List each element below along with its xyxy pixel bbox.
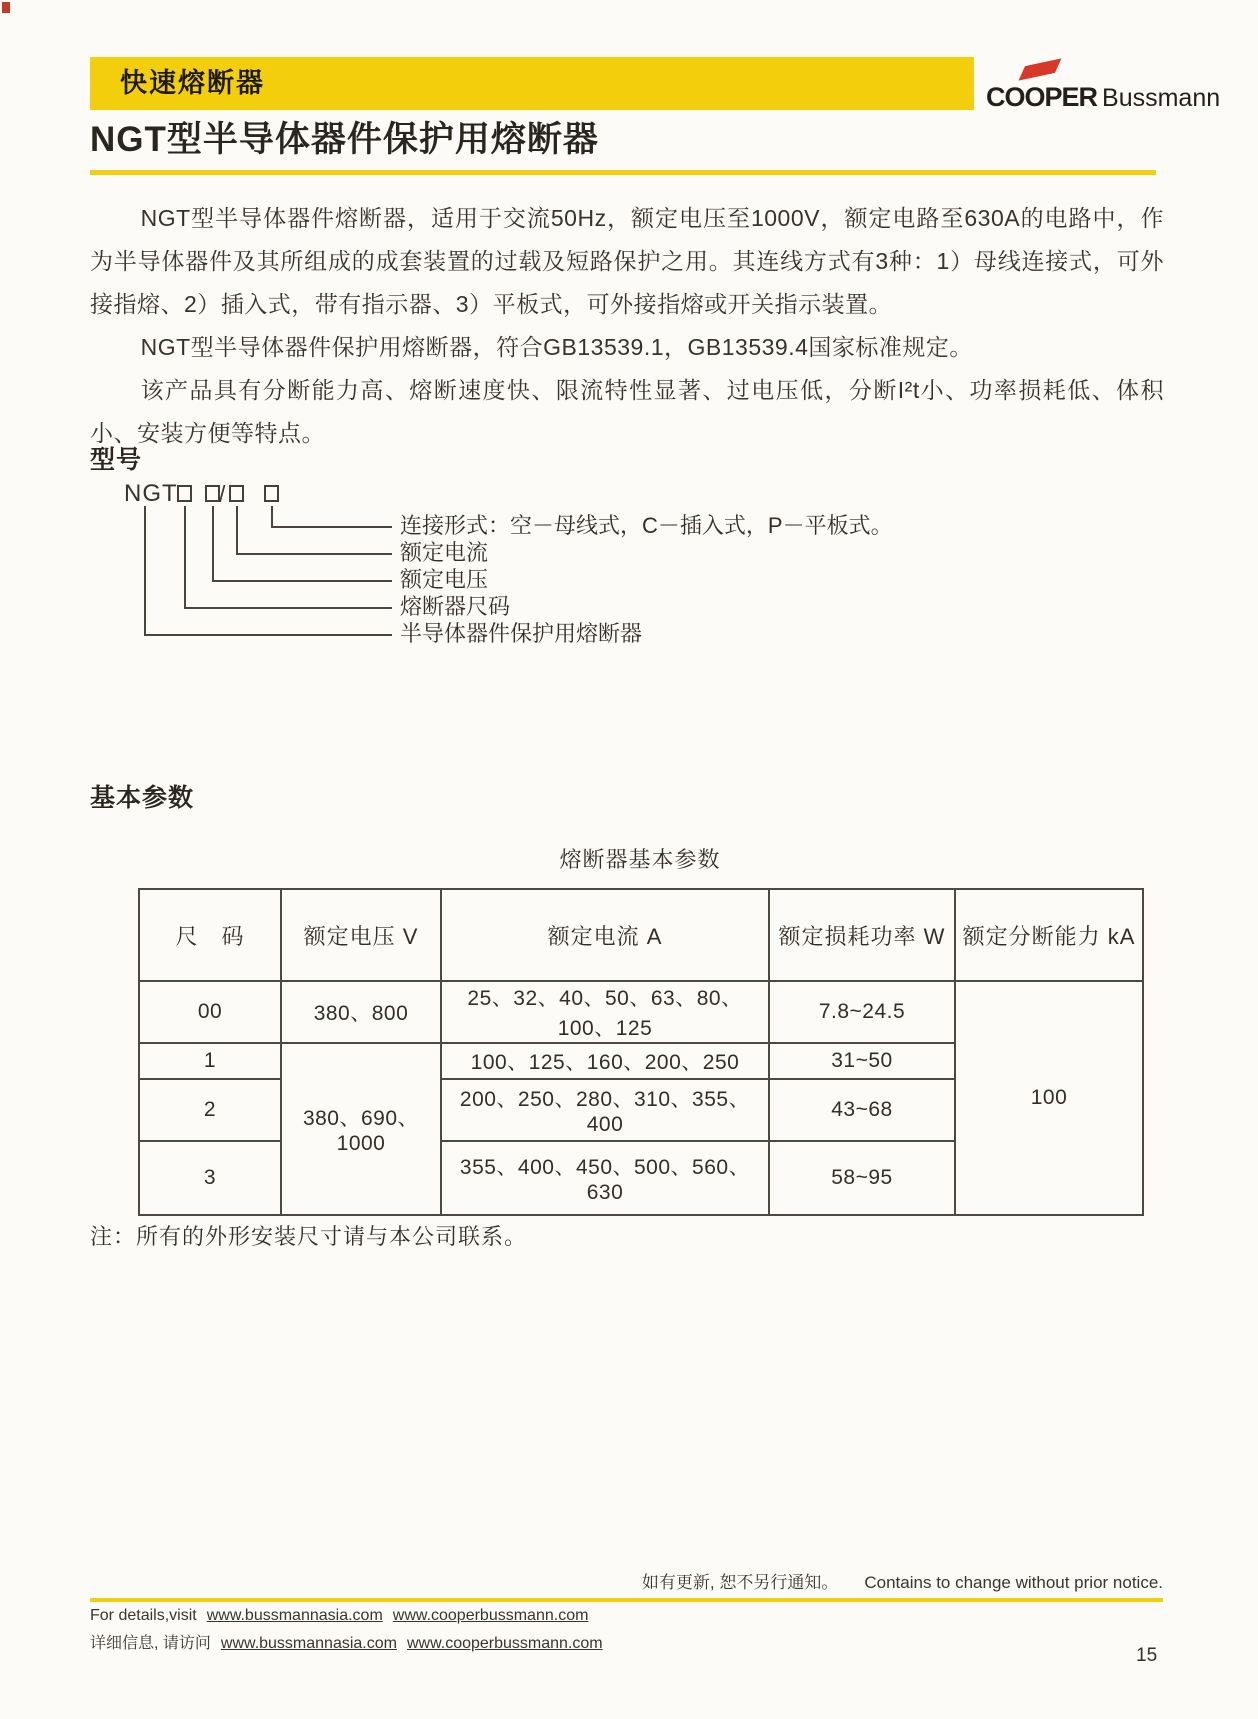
cell-current: 355、400、450、500、560、630	[441, 1141, 769, 1215]
page-title: NGT型半导体器件保护用熔断器	[90, 120, 599, 159]
change-notice-cn: 如有更新, 恕不另行通知。	[641, 1573, 839, 1592]
cell-power: 58~95	[769, 1141, 955, 1215]
cell-size: 00	[139, 981, 281, 1043]
diagram-label-connection: 连接形式：空－母线式，C－插入式，P－平板式。	[400, 513, 893, 538]
logo-cooper-text: COOPER	[986, 82, 1098, 112]
cell-power: 7.8~24.5	[769, 981, 955, 1043]
cell-current: 100、125、160、200、250	[441, 1043, 769, 1079]
col-header-breaking: 额定分断能力 kA	[955, 889, 1143, 981]
diagram-label-size: 熔断器尺码	[400, 594, 511, 619]
logo-wordmark	[986, 82, 1220, 113]
model-box-connection	[264, 485, 279, 502]
table-header-row	[139, 889, 1143, 981]
cell-current: 200、250、280、310、355、400	[441, 1079, 769, 1141]
cell-voltage: 380、800	[281, 981, 441, 1043]
page-number: 15	[1136, 1645, 1158, 1666]
model-section-heading: 型号	[90, 446, 143, 474]
footer-details-cn	[90, 1630, 603, 1653]
intro-paragraph-2: NGT型半导体器件保护用熔断器，符合GB13539.1，GB13539.4国家标准规定。	[140, 334, 973, 360]
model-box-voltage	[205, 485, 220, 502]
footer-yellow-rule	[90, 1598, 1163, 1602]
params-section-heading: 基本参数	[90, 784, 195, 812]
intro-paragraph-1: NGT型半导体器件熔断器，适用于交流50Hz，额定电压至1000V，额定电路至630A的电路中，作为半导体器件及其所组成的成套装置的过载及短路保护之用。其连线方式有3种：1）母线连接式，可外接指熔、2）插入式，带有指示器、3）平板式，可外接指熔或开关指示装置。	[90, 205, 1164, 317]
scan-corner-mark	[2, 2, 10, 13]
footer-url-cooperbussmann: www.cooperbussmann.com	[406, 1635, 603, 1652]
basic-parameters-table	[138, 888, 1144, 1216]
cell-size: 2	[139, 1079, 281, 1141]
footer-url-cooperbussmann: www.cooperbussmann.com	[392, 1607, 589, 1624]
table-note: 注：所有的外形安装尺寸请与本公司联系。	[90, 1224, 528, 1249]
model-box-size	[177, 485, 192, 502]
cooper-bussmann-logo	[986, 56, 1221, 112]
intro-paragraph-3: 该产品具有分断能力高、熔断速度快、限流特性显著、过电压低，分断I²t小、功率损耗低、体积小、安装方便等特点。	[90, 377, 1164, 446]
diagram-label-series: 半导体器件保护用熔断器	[400, 621, 643, 646]
category-banner-label: 快速熔断器	[120, 68, 265, 98]
cell-breaking-capacity: 100	[955, 981, 1143, 1215]
cell-voltage-merged: 380、690、1000	[281, 1043, 441, 1215]
model-box-current	[229, 485, 244, 502]
change-notice-en: Contains to change without prior notice.	[864, 1573, 1163, 1592]
cell-size: 3	[139, 1141, 281, 1215]
table-row-size-00	[139, 981, 1143, 1043]
logo-flag-icon	[1018, 58, 1061, 80]
footer-details-en-prefix: For details,visit	[90, 1607, 197, 1624]
col-header-current: 额定电流 A	[441, 889, 769, 981]
footer-url-bussmannasia: www.bussmannasia.com	[220, 1635, 397, 1652]
col-header-size: 尺 码	[139, 889, 281, 981]
cell-power: 31~50	[769, 1043, 955, 1079]
logo-bussmann-text: Bussmann	[1102, 84, 1221, 112]
footer-details-en	[90, 1607, 588, 1625]
change-notice	[642, 1568, 1163, 1593]
category-banner	[90, 57, 974, 110]
model-prefix-text: NGT	[124, 480, 178, 507]
footer-url-bussmannasia: www.bussmannasia.com	[206, 1607, 383, 1624]
title-underline	[90, 170, 1156, 175]
intro-paragraphs	[90, 197, 1164, 455]
diagram-label-voltage: 额定电压	[400, 567, 489, 592]
model-slash-text: /	[219, 481, 226, 507]
footer-details-cn-prefix: 详细信息, 请访问	[90, 1635, 211, 1652]
cell-power: 43~68	[769, 1079, 955, 1141]
col-header-power: 额定损耗功率 W	[769, 889, 955, 981]
cell-current: 25、32、40、50、63、80、100、125	[441, 981, 769, 1043]
col-header-voltage: 额定电压 V	[281, 889, 441, 981]
table-caption: 熔断器基本参数	[559, 847, 721, 872]
cell-size: 1	[139, 1043, 281, 1079]
diagram-connector-series	[144, 506, 392, 636]
diagram-label-current: 额定电流	[400, 540, 489, 565]
